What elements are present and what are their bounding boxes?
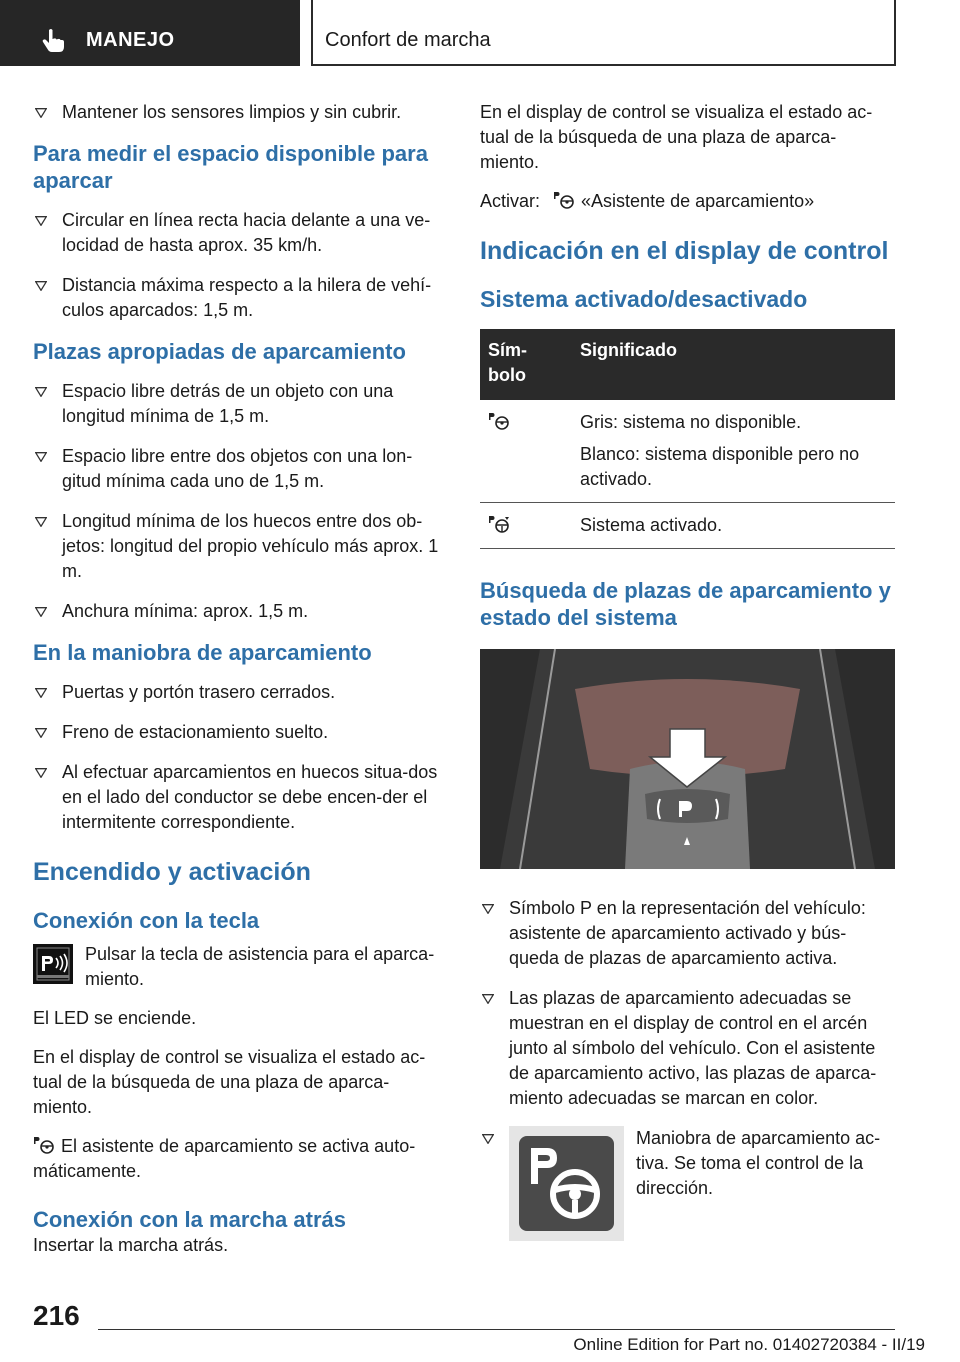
table-cell-text: Sistema activado.	[572, 503, 895, 549]
table-row	[480, 503, 895, 549]
section-heading: Plazas apropiadas de aparcamiento	[33, 339, 406, 364]
triangle-bullet-icon	[35, 688, 47, 698]
table-cell-text: Gris: sistema no disponible.	[580, 412, 802, 432]
symbol-table	[480, 329, 895, 549]
list-item: Longitud mínima de los huecos entre dos ob-jetos: longitud del propio vehículo más aprox. 1 m.	[33, 509, 448, 584]
park-assist-active-icon	[488, 514, 510, 534]
park-assist-steering-icon	[488, 411, 510, 431]
park-assist-steering-icon	[553, 190, 575, 210]
triangle-bullet-icon	[482, 904, 494, 914]
section-heading: Búsqueda de plazas de aparcamiento y estado del sistema	[480, 578, 891, 630]
triangle-bullet-icon	[35, 607, 47, 617]
section-heading: Conexión con la tecla	[33, 908, 260, 933]
list-item: Freno de estacionamiento suelto.	[33, 720, 448, 745]
activate-path: Activar: «Asistente de aparcamiento»	[480, 191, 815, 211]
list-item: Puertas y portón trasero cerrados.	[33, 680, 448, 705]
paragraph: El LED se enciende.	[33, 1008, 197, 1028]
section-heading: En la maniobra de aparcamiento	[33, 640, 372, 665]
header-section-tab	[0, 0, 300, 66]
section-heading: Para medir el espacio disponible para aparcar	[33, 141, 428, 193]
list-item: Circular en línea recta hacia delante a una ve-locidad de hasta aprox. 35 km/h.	[33, 208, 448, 258]
right-column	[480, 100, 895, 1256]
left-column	[33, 100, 448, 1272]
table-header-symbol: Sím-bolo	[480, 329, 572, 400]
list-item: Espacio libre detrás de un objeto con una longitud mínima de 1,5 m.	[33, 379, 448, 429]
header-section-label: MANEJO	[86, 29, 175, 51]
table-cell-text: Blanco: sistema disponible pero no activado.	[580, 444, 860, 489]
hand-pointer-icon	[40, 27, 66, 53]
table-row	[480, 400, 895, 503]
park-button-instruction: Pulsar la tecla de asistencia para el aparca-miento.	[33, 942, 448, 992]
list-item: Espacio libre entre dos objetos con una lon-gitud mínima cada uno de 1,5 m.	[33, 444, 448, 494]
table-header-meaning: Significado	[572, 329, 895, 400]
triangle-bullet-icon	[482, 994, 494, 1004]
triangle-bullet-icon	[482, 1134, 494, 1144]
park-assist-steering-icon	[33, 1135, 55, 1155]
park-assist-button-icon	[33, 944, 73, 984]
triangle-bullet-icon	[35, 281, 47, 291]
paragraph: Insertar la marcha atrás.	[33, 1235, 229, 1255]
page-number: 216	[33, 1300, 80, 1331]
list-item: Las plazas de aparcamiento adecuadas se muestran en el display de control en el arcén junto al símbolo del vehículo. Con el asistente de aparcamiento activo, las plazas de aparca-miento adecuadas se marcan en color.	[480, 986, 895, 1111]
section-heading: Conexión con la marcha atrás	[33, 1207, 346, 1232]
paragraph: En el display de control se visualiza el estado ac-tual de la búsqueda de una plaza de aparca-miento.	[33, 1047, 426, 1117]
triangle-bullet-icon	[35, 452, 47, 462]
list-item: Símbolo P en la representación del vehículo: asistente de aparcamiento activado y bús-queda de plazas de aparcamiento activa.	[480, 896, 895, 971]
triangle-bullet-icon	[35, 768, 47, 778]
parking-search-illustration	[480, 649, 895, 869]
triangle-bullet-icon	[35, 387, 47, 397]
chapter-heading: Indicación en el display de control	[480, 237, 889, 265]
chapter-heading: Encendido y activación	[33, 858, 311, 886]
list-item: Mantener los sensores limpios y sin cubrir.	[33, 100, 448, 125]
footer-edition: Online Edition for Part no. 01402720384 - II/19	[573, 1335, 925, 1354]
list-item: Al efectuar aparcamientos en huecos situa-dos en el lado del conductor se debe encen-der el intermitente correspondiente.	[33, 760, 448, 835]
list-item: Distancia máxima respecto a la hilera de vehí-culos aparcados: 1,5 m.	[33, 273, 448, 323]
triangle-bullet-icon	[35, 517, 47, 527]
paragraph: En el display de control se visualiza el estado ac-tual de la búsqueda de una plaza de aparca-miento.	[480, 102, 873, 172]
list-item: Maniobra de aparcamiento ac-tiva. Se toma el control de la dirección.	[480, 1126, 895, 1241]
triangle-bullet-icon	[35, 216, 47, 226]
list-item: Anchura mínima: aprox. 1,5 m.	[33, 599, 448, 624]
footer-divider	[98, 1329, 895, 1330]
section-heading: Sistema activado/desactivado	[480, 286, 808, 312]
triangle-bullet-icon	[35, 108, 47, 118]
paragraph: El asistente de aparcamiento se activa auto-máticamente.	[33, 1136, 416, 1181]
park-assist-steering-icon	[509, 1126, 624, 1241]
header-title: Confort de marcha	[325, 29, 491, 51]
triangle-bullet-icon	[35, 728, 47, 738]
